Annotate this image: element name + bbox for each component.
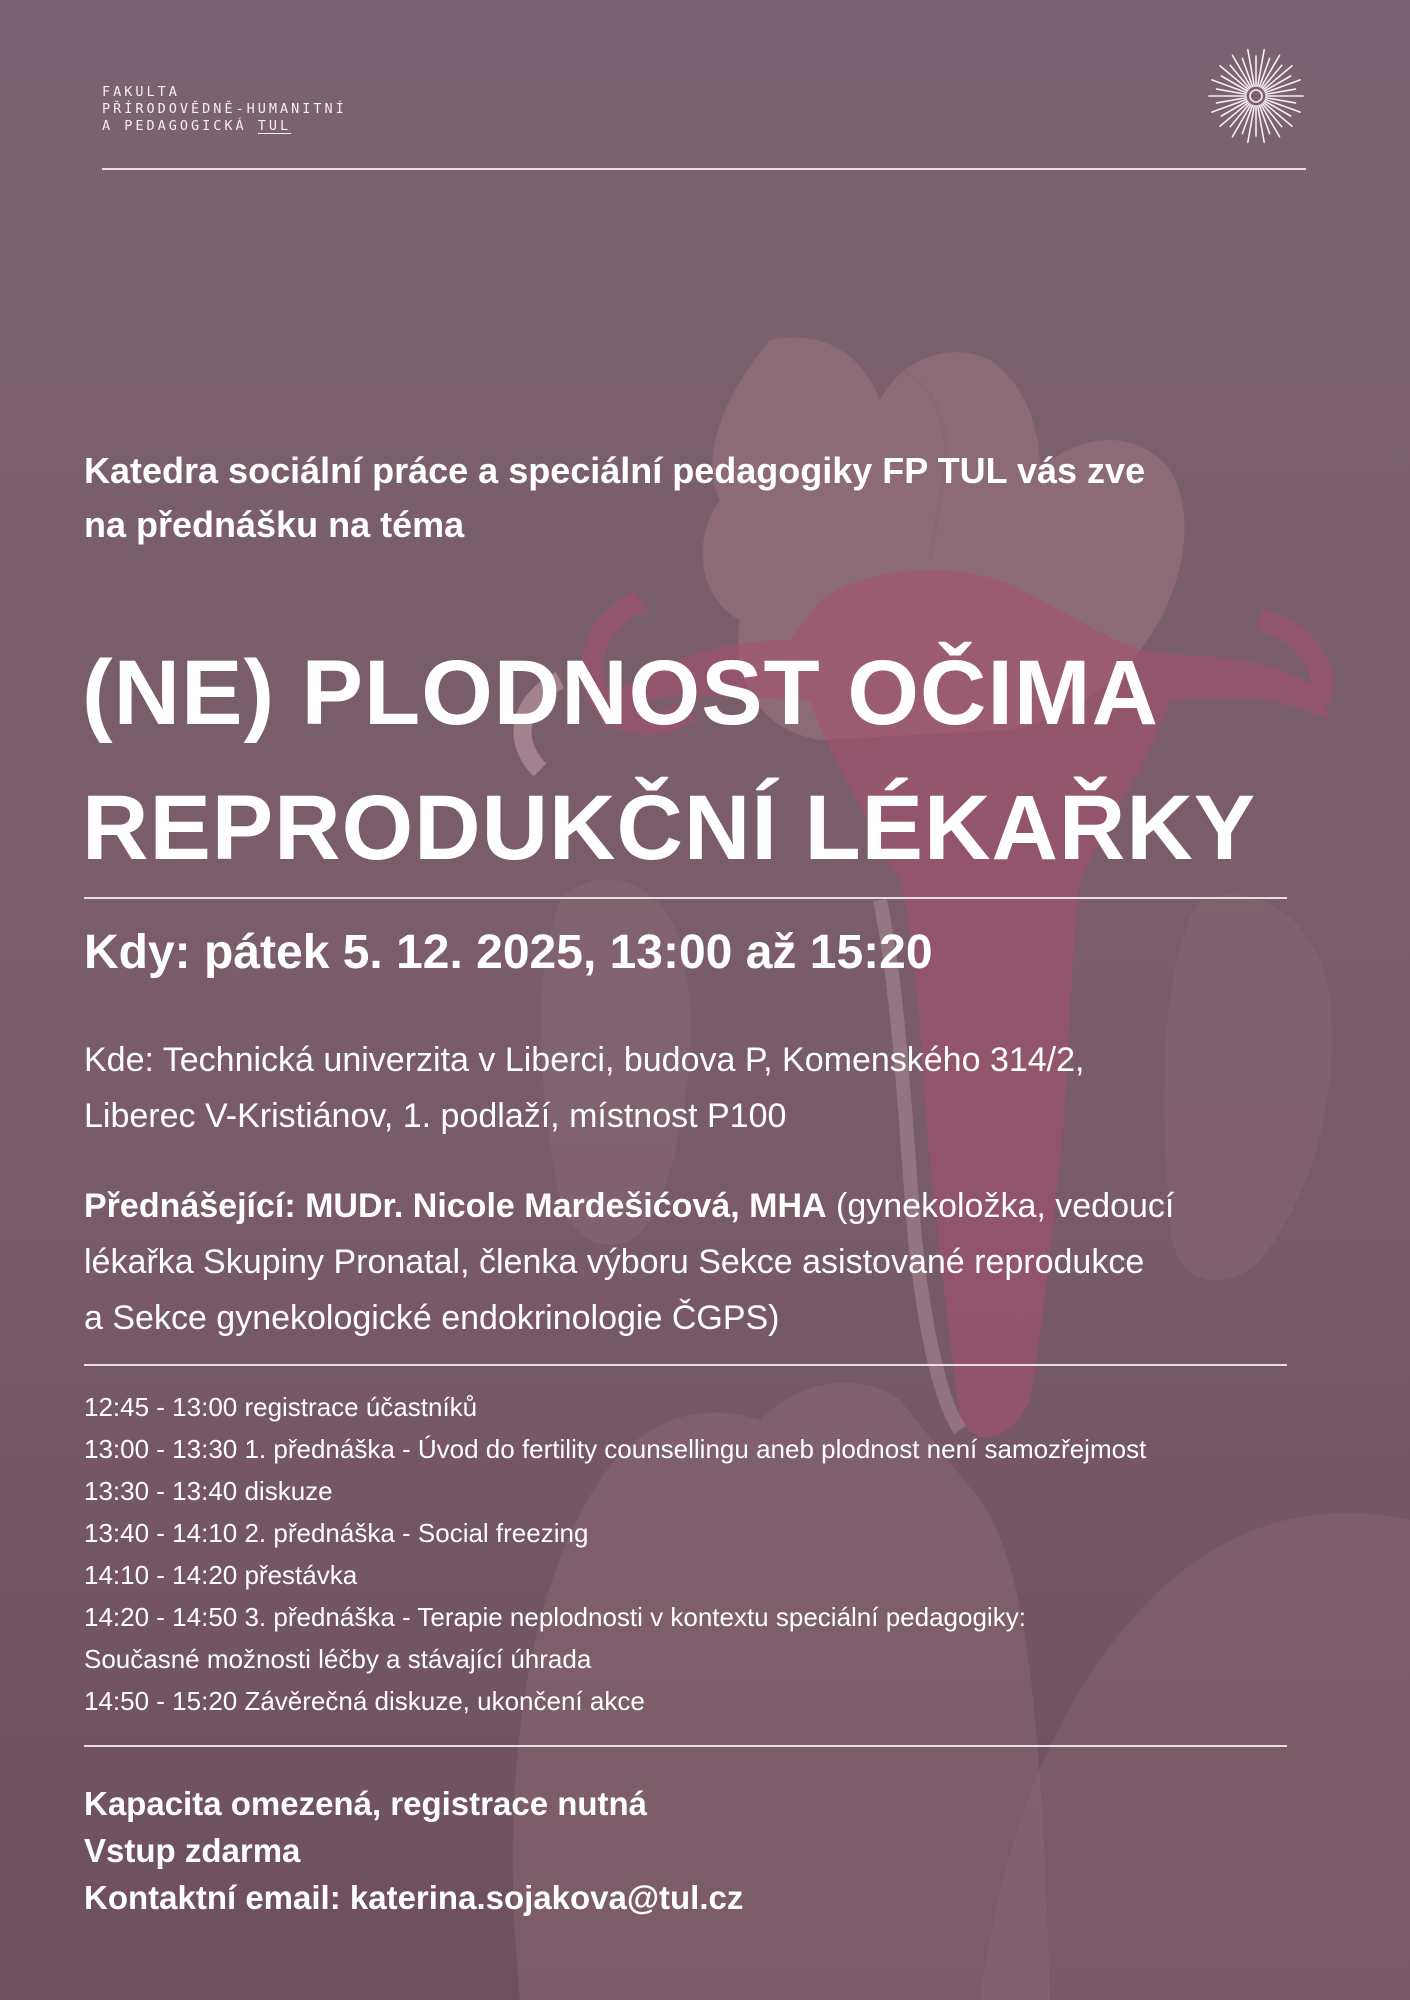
faculty-line-3	[102, 118, 347, 135]
entry-note: Vstup zdarma	[84, 1832, 301, 1869]
invitation-text	[84, 444, 1314, 552]
faculty-tul: TUL	[257, 118, 292, 134]
program-schedule	[84, 1386, 1344, 1722]
schedule-bottom-divider	[84, 1745, 1287, 1747]
sunburst-logo-icon	[1206, 46, 1306, 146]
invitation-line-2: na přednášku na téma	[84, 504, 465, 545]
lecturer-info	[84, 1178, 1334, 1346]
schedule-item: 14:20 - 14:50 3. přednáška - Terapie neplodnosti v kontextu speciální pedagogiky:	[84, 1602, 1026, 1632]
header-divider	[102, 168, 1306, 170]
contact-email: Kontaktní email: katerina.sojakova@tul.cz	[84, 1879, 744, 1916]
event-date-time: Kdy: pátek 5. 12. 2025, 13:00 až 15:20	[84, 926, 933, 979]
faculty-logo-text	[102, 84, 347, 135]
schedule-item: 13:30 - 13:40 diskuze	[84, 1476, 333, 1506]
lecturer-line-1	[84, 1178, 1334, 1234]
invitation-line-1: Katedra sociální práce a speciální pedagogiky FP TUL vás zve	[84, 450, 1146, 491]
event-location	[84, 1032, 1324, 1144]
footer-info	[84, 1780, 1314, 1921]
lecturer-desc-1: (gynekoložka, vedoucí	[826, 1187, 1175, 1225]
capacity-note: Kapacita omezená, registrace nutná	[84, 1785, 648, 1822]
schedule-item: 12:45 - 13:00 registrace účastníků	[84, 1392, 478, 1422]
faculty-line-3-prefix: A PEDAGOGICKÁ	[102, 118, 258, 134]
faculty-line-2: PŘÍRODOVĚDNĚ-HUMANITNÍ	[102, 101, 347, 117]
location-line-1: Kde: Technická univerzita v Liberci, budova P, Komenského 314/2,	[84, 1041, 1085, 1079]
title-line-1: (NE) PLODNOST OČIMA	[82, 642, 1159, 744]
lecturer-desc-3: a Sekce gynekologické endokrinologie ČGPS)	[84, 1299, 780, 1337]
faculty-line-1: FAKULTA	[102, 84, 180, 100]
schedule-item: 14:50 - 15:20 Závěrečná diskuze, ukončení akce	[84, 1686, 645, 1716]
title-line-2: REPRODUKČNÍ LÉKAŘKY	[82, 777, 1257, 879]
schedule-top-divider	[84, 1364, 1287, 1366]
title-divider	[84, 897, 1287, 899]
lecturer-desc-2: lékařka Skupiny Pronatal, členka výboru Sekce asistované reprodukce	[84, 1243, 1145, 1281]
lecturer-name: Přednášející: MUDr. Nicole Mardešićová, MHA	[84, 1187, 827, 1225]
schedule-item: 13:00 - 13:30 1. přednáška - Úvod do fertility counsellingu aneb plodnost není samozřejmost	[84, 1434, 1147, 1464]
schedule-item: 14:10 - 14:20 přestávka	[84, 1560, 358, 1590]
schedule-item: 13:40 - 14:10 2. přednáška - Social freezing	[84, 1518, 589, 1548]
lecture-title	[82, 626, 1342, 896]
location-line-2: Liberec V-Kristiánov, 1. podlaží, místnost P100	[84, 1097, 787, 1135]
schedule-item: Současné možnosti léčby a stávající úhrada	[84, 1644, 592, 1674]
